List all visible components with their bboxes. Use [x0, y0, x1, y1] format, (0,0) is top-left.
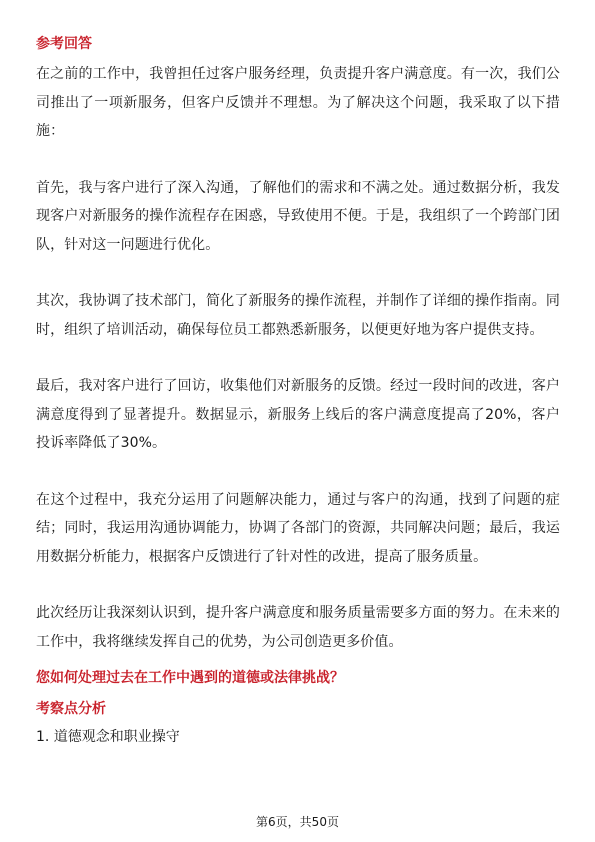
- interview-question: 您如何处理过去在工作中遇到的道德或法律挑战？: [36, 670, 344, 686]
- analysis-heading: 考察点分析: [36, 701, 106, 717]
- analysis-point-1: 1. 道德观念和职业操守: [36, 729, 180, 745]
- answer-paragraph-2: 首先，我与客户进行了深入沟通，了解他们的需求和不满之处。通过数据分析，我发现客户对新服务的操作流程存在困惑，导致使用不便。于是，我组织了一个跨部门团队，针对这一问题进行优化。: [36, 179, 560, 253]
- answer-paragraph-1: 在之前的工作中，我曾担任过客户服务经理，负责提升客户满意度。有一次，我们公司推出了一项新服务，但客户反馈并不理想。为了解决这个问题，我采取了以下措施：: [36, 66, 560, 139]
- answer-paragraph-6: 此次经历让我深刻认识到，提升客户满意度和服务质量需要多方面的努力。在未来的工作中，我将继续发挥自己的优势，为公司创造更多价值。: [36, 605, 560, 650]
- answer-paragraph-3: 其次，我协调了技术部门，简化了新服务的操作流程，并制作了详细的操作指南。同时，组织了培训活动，确保每位员工都熟悉新服务，以便更好地为客户提供支持。: [36, 293, 560, 338]
- reference-answer-heading: 参考回答: [36, 36, 92, 52]
- document-body: [36, 34, 560, 748]
- page-number-footer: 第6页，共50页: [256, 815, 339, 829]
- answer-paragraph-4: 最后，我对客户进行了回访，收集他们对新服务的反馈。经过一段时间的改进，客户满意度得到了显著提升。数据显示，新服务上线后的客户满意度提高了20%，客户投诉率降低了30%。: [36, 378, 560, 451]
- answer-paragraph-5: 在这个过程中，我充分运用了问题解决能力，通过与客户的沟通，找到了问题的症结；同时，我运用沟通协调能力，协调了各部门的资源，共同解决问题；最后，我运用数据分析能力，根据客户反馈进行了针对性的改进，提高了服务质量。: [36, 491, 560, 565]
